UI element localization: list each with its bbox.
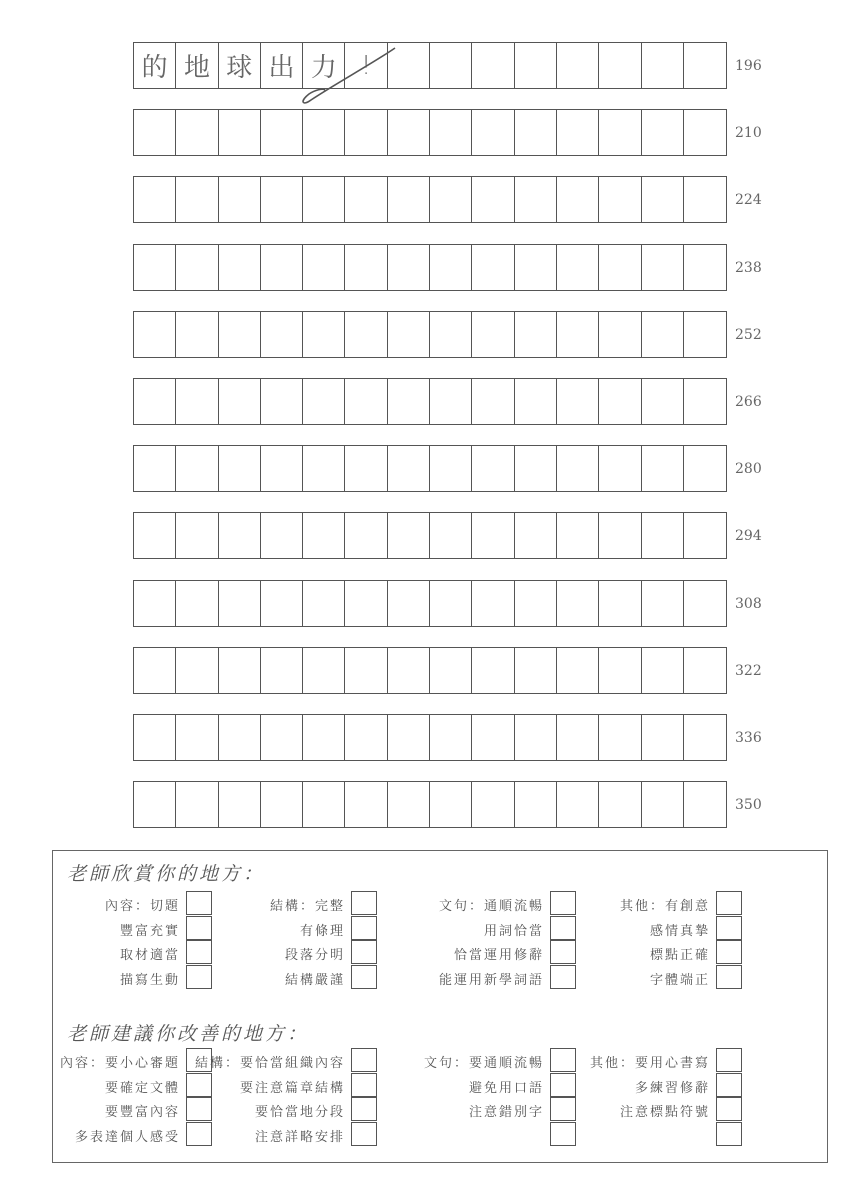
grid-cell[interactable]	[261, 245, 303, 290]
grid-cell[interactable]	[303, 245, 345, 290]
criteria-label: 要恰當地分段	[254, 1105, 345, 1120]
grid-cell[interactable]	[388, 43, 430, 88]
grid-cell[interactable]	[134, 715, 176, 760]
criteria-checkbox[interactable]	[716, 1048, 742, 1072]
criteria-checkbox[interactable]	[186, 1097, 212, 1121]
criteria-label: 注意錯別字	[468, 1105, 544, 1120]
grid-cell[interactable]	[219, 581, 261, 626]
grid-cell[interactable]	[515, 379, 557, 424]
character-count: 322	[735, 662, 762, 679]
criteria-checkbox[interactable]	[351, 1048, 377, 1072]
grid-cell[interactable]	[557, 177, 599, 222]
grid-cell[interactable]	[472, 715, 514, 760]
grid-cell[interactable]	[345, 312, 387, 357]
grid-cell[interactable]	[345, 379, 387, 424]
grid-cell[interactable]	[219, 782, 261, 827]
character-count: 308	[735, 595, 762, 612]
grid-cell[interactable]	[303, 513, 345, 558]
grid-cell[interactable]	[684, 581, 726, 626]
grid-row	[133, 714, 727, 761]
criteria-label: 內容：切題	[104, 899, 180, 914]
grid-cell[interactable]	[430, 110, 472, 155]
grid-cell[interactable]	[557, 581, 599, 626]
criteria-label: 感情真摯	[649, 923, 710, 939]
grid-cell[interactable]	[515, 245, 557, 290]
character-count: 210	[735, 125, 762, 142]
grid-cell[interactable]	[599, 110, 641, 155]
criteria-checkbox[interactable]	[186, 891, 212, 915]
grid-cell[interactable]	[430, 245, 472, 290]
criteria-label: 結構：要恰當組織內容	[194, 1056, 345, 1071]
teacher-feedback-box	[52, 850, 828, 1163]
character-count: 238	[735, 259, 762, 276]
grid-cell[interactable]	[345, 245, 387, 290]
grid-cell[interactable]	[430, 581, 472, 626]
grid-cell[interactable]	[515, 581, 557, 626]
criteria-checkbox[interactable]	[716, 1073, 742, 1097]
grid-cell[interactable]	[684, 312, 726, 357]
grid-cell[interactable]	[430, 782, 472, 827]
grid-cell[interactable]	[345, 648, 387, 693]
grid-cell[interactable]	[219, 446, 261, 491]
grid-cell[interactable]	[599, 715, 641, 760]
grid-cell[interactable]	[684, 782, 726, 827]
character-count: 294	[735, 528, 762, 545]
character-count: 252	[735, 326, 762, 343]
grid-cell[interactable]	[599, 648, 641, 693]
criteria-checkbox[interactable]	[186, 1073, 212, 1097]
criteria-checkbox[interactable]	[351, 891, 377, 915]
grid-cell[interactable]	[684, 177, 726, 222]
grid-cell[interactable]	[219, 110, 261, 155]
grid-cell[interactable]	[345, 446, 387, 491]
grid-cell[interactable]	[599, 245, 641, 290]
criteria-label: 其他：有創意	[619, 899, 710, 914]
criteria-label: 其他：要用心書寫	[589, 1056, 710, 1071]
grid-cell[interactable]	[303, 715, 345, 760]
criteria-checkbox[interactable]	[351, 1097, 377, 1121]
criteria-label: 文句：通順流暢	[438, 899, 544, 914]
grid-cell[interactable]	[176, 110, 218, 155]
grid-cell[interactable]	[684, 379, 726, 424]
grid-cell[interactable]	[388, 177, 430, 222]
criteria-checkbox[interactable]	[550, 1073, 576, 1097]
grid-cell[interactable]	[219, 379, 261, 424]
grid-cell[interactable]	[345, 177, 387, 222]
grid-cell[interactable]	[472, 312, 514, 357]
grid-cell[interactable]	[557, 379, 599, 424]
grid-cell[interactable]	[642, 245, 684, 290]
criteria-checkbox[interactable]	[351, 916, 377, 940]
grid-cell[interactable]	[388, 782, 430, 827]
grid-cell[interactable]	[557, 715, 599, 760]
grid-row	[133, 580, 727, 627]
grid-cell[interactable]	[388, 513, 430, 558]
grid-cell[interactable]	[303, 110, 345, 155]
criteria-label: 多練習修辭	[634, 1080, 710, 1096]
grid-cell[interactable]	[176, 379, 218, 424]
criteria-checkbox[interactable]	[716, 940, 742, 964]
grid-cell[interactable]	[261, 446, 303, 491]
grid-cell[interactable]	[430, 715, 472, 760]
grid-cell[interactable]	[557, 648, 599, 693]
grid-cell[interactable]	[176, 446, 218, 491]
grid-row	[133, 378, 727, 425]
grid-cell[interactable]	[303, 379, 345, 424]
grid-cell[interactable]: 的	[134, 43, 176, 88]
grid-cell[interactable]	[684, 715, 726, 760]
grid-row	[133, 647, 727, 694]
grid-cell[interactable]	[557, 782, 599, 827]
grid-cell[interactable]	[557, 312, 599, 357]
grid-cell[interactable]	[261, 379, 303, 424]
criteria-label: 避免用口語	[468, 1080, 544, 1096]
grid-cell[interactable]	[599, 513, 641, 558]
grid-cell[interactable]: 力	[303, 43, 345, 88]
criteria-label: 要確定文體	[104, 1080, 180, 1096]
criteria-label: 段落分明	[284, 948, 345, 963]
grid-cell[interactable]	[472, 110, 514, 155]
grid-row	[133, 311, 727, 358]
grid-cell[interactable]	[430, 312, 472, 357]
grid-cell[interactable]	[176, 312, 218, 357]
grid-cell[interactable]	[684, 110, 726, 155]
criteria-checkbox[interactable]	[716, 891, 742, 915]
character-count: 350	[735, 797, 762, 814]
grid-cell[interactable]	[176, 715, 218, 760]
grid-cell[interactable]	[515, 43, 557, 88]
grid-cell[interactable]	[515, 312, 557, 357]
grid-cell[interactable]	[345, 581, 387, 626]
grid-cell[interactable]	[134, 245, 176, 290]
grid-cell[interactable]	[176, 782, 218, 827]
criteria-label: 要豐富內容	[104, 1105, 180, 1120]
grid-row	[133, 109, 727, 156]
grid-cell[interactable]	[176, 648, 218, 693]
grid-cell[interactable]	[642, 312, 684, 357]
grid-row	[133, 781, 727, 828]
grid-cell[interactable]	[388, 446, 430, 491]
grid-cell[interactable]	[515, 715, 557, 760]
grid-cell[interactable]	[642, 782, 684, 827]
criteria-label: 有條理	[299, 923, 345, 939]
grid-cell[interactable]	[515, 446, 557, 491]
criteria-checkbox[interactable]	[351, 965, 377, 989]
criteria-label: 注意標點符號	[619, 1105, 710, 1120]
grid-cell[interactable]	[176, 245, 218, 290]
grid-cell[interactable]	[134, 312, 176, 357]
grid-cell[interactable]	[219, 648, 261, 693]
grid-cell[interactable]	[388, 110, 430, 155]
grid-cell[interactable]	[430, 513, 472, 558]
grid-cell[interactable]	[176, 177, 218, 222]
grid-cell[interactable]	[261, 715, 303, 760]
criteria-label: 結構：完整	[269, 899, 345, 914]
criteria-checkbox[interactable]	[716, 916, 742, 940]
criteria-label: 結構嚴謹	[284, 972, 345, 988]
grid-cell[interactable]	[515, 110, 557, 155]
grid-cell[interactable]	[599, 782, 641, 827]
grid-cell[interactable]	[599, 446, 641, 491]
grid-cell[interactable]	[261, 648, 303, 693]
criteria-checkbox[interactable]	[186, 1122, 212, 1146]
grid-cell[interactable]	[642, 648, 684, 693]
grid-cell[interactable]	[472, 782, 514, 827]
grid-cell[interactable]	[515, 782, 557, 827]
grid-cell[interactable]	[134, 446, 176, 491]
grid-cell[interactable]	[684, 648, 726, 693]
grid-cell[interactable]	[684, 513, 726, 558]
criteria-checkbox[interactable]	[186, 965, 212, 989]
grid-cell[interactable]	[472, 177, 514, 222]
grid-cell[interactable]	[219, 312, 261, 357]
criteria-checkbox[interactable]	[550, 965, 576, 989]
praise-title: 老師欣賞你的地方：	[67, 863, 266, 885]
grid-cell[interactable]	[388, 581, 430, 626]
character-count: 280	[735, 461, 762, 478]
grid-cell[interactable]	[472, 245, 514, 290]
grid-cell[interactable]	[345, 110, 387, 155]
criteria-checkbox[interactable]	[716, 1097, 742, 1121]
grid-cell[interactable]	[642, 379, 684, 424]
grid-row	[133, 244, 727, 291]
criteria-label: 用詞恰當	[483, 923, 544, 939]
grid-cell[interactable]	[599, 379, 641, 424]
criteria-checkbox[interactable]	[550, 891, 576, 915]
grid-cell[interactable]	[303, 446, 345, 491]
grid-cell[interactable]	[388, 312, 430, 357]
criteria-label: 多表達個人感受	[74, 1129, 180, 1145]
grid-cell[interactable]	[388, 715, 430, 760]
grid-cell[interactable]	[642, 110, 684, 155]
grid-cell[interactable]	[642, 513, 684, 558]
grid-cell[interactable]	[345, 782, 387, 827]
grid-cell[interactable]	[472, 581, 514, 626]
grid-cell[interactable]	[134, 648, 176, 693]
criteria-label: 注意詳略安排	[254, 1129, 345, 1145]
grid-cell[interactable]	[261, 782, 303, 827]
criteria-checkbox[interactable]	[716, 965, 742, 989]
grid-cell[interactable]	[176, 581, 218, 626]
grid-cell[interactable]	[557, 446, 599, 491]
grid-cell[interactable]	[219, 513, 261, 558]
grid-cell[interactable]	[515, 648, 557, 693]
criteria-checkbox[interactable]	[550, 940, 576, 964]
grid-cell[interactable]	[684, 245, 726, 290]
grid-row	[133, 42, 727, 89]
grid-cell[interactable]	[303, 782, 345, 827]
grid-cell[interactable]	[430, 446, 472, 491]
grid-cell[interactable]	[134, 379, 176, 424]
character-count: 196	[735, 58, 762, 74]
criteria-checkbox[interactable]	[716, 1122, 742, 1146]
criteria-label: 要注意篇章結構	[239, 1080, 345, 1096]
grid-cell[interactable]	[261, 110, 303, 155]
grid-cell[interactable]	[642, 177, 684, 222]
grid-cell[interactable]	[134, 177, 176, 222]
grid-cell[interactable]	[472, 379, 514, 424]
grid-cell[interactable]	[684, 43, 726, 88]
grid-cell[interactable]	[642, 43, 684, 88]
criteria-label: 文句：要通順流暢	[423, 1056, 544, 1071]
criteria-checkbox[interactable]	[186, 916, 212, 940]
criteria-label: 取材適當	[119, 948, 180, 963]
criteria-checkbox[interactable]	[351, 1122, 377, 1146]
grid-cell[interactable]	[472, 648, 514, 693]
grid-cell[interactable]	[599, 581, 641, 626]
grid-cell[interactable]	[599, 43, 641, 88]
criteria-label: 恰當運用修辭	[453, 948, 544, 963]
grid-cell[interactable]	[599, 312, 641, 357]
grid-cell[interactable]	[642, 446, 684, 491]
grid-cell[interactable]	[134, 782, 176, 827]
character-count: 336	[735, 730, 762, 746]
grid-cell[interactable]	[219, 245, 261, 290]
grid-cell[interactable]	[303, 177, 345, 222]
criteria-checkbox[interactable]	[351, 940, 377, 964]
grid-cell[interactable]	[557, 513, 599, 558]
character-count: 266	[735, 394, 762, 410]
grid-cell[interactable]	[134, 513, 176, 558]
grid-cell[interactable]: 球	[219, 43, 261, 88]
grid-cell[interactable]	[303, 581, 345, 626]
criteria-checkbox[interactable]	[351, 1073, 377, 1097]
grid-cell[interactable]	[472, 513, 514, 558]
criteria-label: 豐富充實	[119, 923, 180, 939]
grid-cell[interactable]	[642, 581, 684, 626]
criteria-checkbox[interactable]	[550, 916, 576, 940]
grid-row	[133, 445, 727, 492]
grid-cell[interactable]	[219, 715, 261, 760]
grid-cell[interactable]	[430, 43, 472, 88]
criteria-label: 能運用新學詞語	[438, 972, 544, 988]
grid-cell[interactable]	[557, 110, 599, 155]
grid-cell[interactable]	[303, 312, 345, 357]
grid-cell[interactable]	[345, 513, 387, 558]
grid-cell[interactable]	[261, 581, 303, 626]
criteria-label: 描寫生動	[119, 972, 180, 988]
criteria-checkbox[interactable]	[550, 1048, 576, 1072]
grid-cell[interactable]: 出	[261, 43, 303, 88]
grid-cell[interactable]	[684, 446, 726, 491]
grid-cell[interactable]	[303, 648, 345, 693]
grid-cell[interactable]	[388, 379, 430, 424]
grid-cell[interactable]	[515, 177, 557, 222]
grid-cell[interactable]	[388, 648, 430, 693]
grid-cell[interactable]	[176, 513, 218, 558]
grid-cell[interactable]	[261, 312, 303, 357]
grid-cell[interactable]	[430, 177, 472, 222]
grid-cell[interactable]	[557, 245, 599, 290]
grid-cell[interactable]: !	[345, 43, 387, 88]
criteria-checkbox[interactable]	[550, 1097, 576, 1121]
criteria-checkbox[interactable]	[550, 1122, 576, 1146]
criteria-label: 內容：要小心審題	[59, 1056, 180, 1071]
grid-cell[interactable]	[430, 648, 472, 693]
grid-cell[interactable]	[472, 43, 514, 88]
grid-row	[133, 512, 727, 559]
grid-row	[133, 176, 727, 223]
grid-cell[interactable]	[599, 177, 641, 222]
grid-cell[interactable]	[430, 379, 472, 424]
grid-cell[interactable]	[472, 446, 514, 491]
grid-cell[interactable]	[261, 513, 303, 558]
grid-cell[interactable]	[219, 177, 261, 222]
grid-cell[interactable]	[134, 581, 176, 626]
grid-cell[interactable]	[642, 715, 684, 760]
criteria-checkbox[interactable]	[186, 940, 212, 964]
grid-cell[interactable]	[388, 245, 430, 290]
improve-title: 老師建議你改善的地方：	[67, 1023, 310, 1045]
grid-cell[interactable]	[515, 513, 557, 558]
criteria-label: 標點正確	[649, 948, 710, 963]
grid-cell[interactable]	[134, 110, 176, 155]
criteria-label: 字體端正	[649, 972, 710, 988]
grid-cell[interactable]: 地	[176, 43, 218, 88]
grid-cell[interactable]	[557, 43, 599, 88]
grid-cell[interactable]	[261, 177, 303, 222]
grid-cell[interactable]	[345, 715, 387, 760]
character-count: 224	[735, 192, 762, 209]
